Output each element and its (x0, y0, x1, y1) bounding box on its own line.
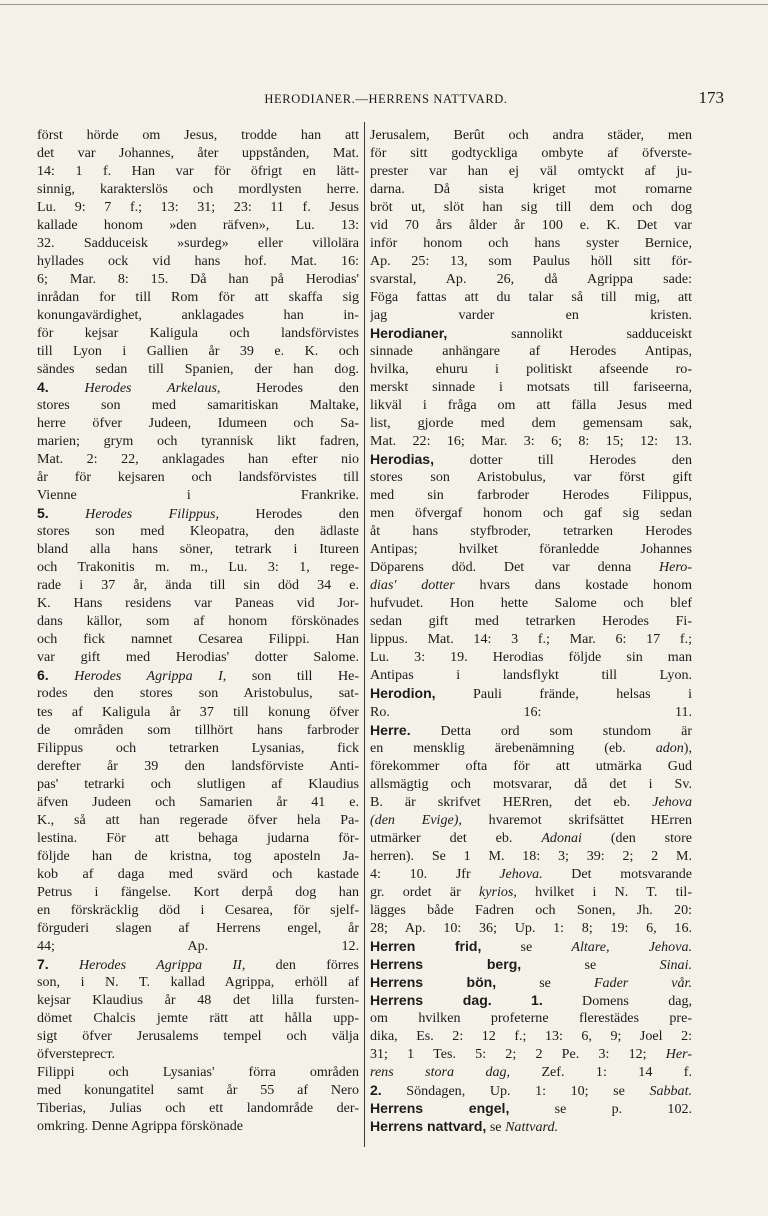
text-line (37, 576, 359, 594)
text-run: med konungatitel samt år 55 af Nero (37, 1081, 359, 1098)
text-line (37, 648, 359, 666)
text-run: svarstal, Ap. 26, då Agrippa sade: (370, 271, 692, 288)
text-line (370, 721, 692, 739)
text-run: Filippi och Lysanias' förra områden (37, 1063, 359, 1080)
text-run: det var Johannes, åter uppstånden, Mat. (37, 145, 359, 162)
text-line (37, 630, 359, 648)
text-run: den förres (245, 956, 359, 973)
text-line (370, 540, 692, 558)
text-line (37, 252, 359, 270)
text-line (370, 1099, 692, 1117)
text-run: sigt öfver Jerusalems tempel och välja (37, 1027, 359, 1044)
entry-headword: Herrens dag. (370, 991, 492, 1008)
entry-headword: Herodion, (370, 685, 436, 702)
text-run: prester var han ej väl omtyckt af ju- (370, 163, 692, 180)
text-line (37, 522, 359, 540)
text-run: son till He- (226, 668, 359, 685)
text-line (370, 378, 692, 396)
text-line (37, 468, 359, 486)
text-run: men öfvergaf honom och gaf sig sedan (370, 505, 692, 522)
italic-text: Herodes Agrippa II, (79, 956, 246, 973)
text-line (370, 883, 692, 901)
text-line (370, 865, 692, 883)
text-line (37, 666, 359, 684)
text-line (370, 703, 692, 721)
text-run: Antipas i landsflykt till Lyon. (370, 667, 692, 684)
text-line (370, 522, 692, 540)
text-line (370, 847, 692, 865)
text-line (37, 829, 359, 847)
text-line (37, 450, 359, 468)
text-run: se (481, 938, 572, 955)
text-run: Ap. 25: 13, som Paulus höll sitt för- (370, 253, 692, 270)
text-run: Domens dag, (542, 992, 692, 1009)
column-divider (364, 122, 365, 1147)
text-run: Döparens död. Det var denna (370, 559, 659, 576)
text-line (370, 684, 692, 702)
text-line (37, 288, 359, 306)
text-line (37, 378, 359, 396)
text-run: 44; Ap. 12. (37, 937, 359, 954)
text-run: se (496, 974, 594, 991)
text-run: 6; Mar. 8: 15. Då han på Herodias' (37, 271, 359, 288)
italic-text: (den Evige), (370, 811, 462, 828)
text-run: hufvudet. Hon hette Salome och blef (370, 595, 692, 612)
text-line (37, 883, 359, 901)
text-run: merskt sinnade i motsats till fariseerna, (370, 379, 692, 396)
text-run: först hörde om Jesus, trodde han att (37, 127, 359, 143)
text-run: dans källor, som af honom förskönades (37, 613, 359, 630)
text-run: Lu. 9: 7 f.; 13: 31; 23: 11 f. Jesus (37, 199, 359, 216)
text-run: hvars dans kostade honom (454, 577, 692, 594)
text-line (37, 486, 359, 504)
text-run: rade i 37 år, ända till sin död 34 e. (37, 577, 359, 594)
text-line (37, 306, 359, 324)
italic-text: Hero- (658, 559, 692, 576)
text-run: stores son med Kleopatra, den ädlaste (37, 523, 359, 540)
text-run: Petrus i fängelse. Kort derpå dog han (37, 883, 359, 900)
text-run: kallade honom »den räfven», Lu. 13: (37, 217, 359, 234)
text-run: Föga fattas att du talar så till mig, att (370, 289, 692, 306)
text-run: B. är skrifvet HERren, det eb. (370, 793, 653, 810)
text-run: bröt ut, slöt han sig till dem och dog (370, 199, 692, 216)
text-line (37, 973, 359, 991)
text-run: Antipas; hvilket föranledde Johannes (370, 541, 692, 558)
text-line (370, 612, 692, 630)
text-run: kejsar Klaudius år 48 det lilla fursten- (37, 991, 359, 1008)
text-run: likväl i fråga om att fälla Jesus med (370, 397, 692, 414)
text-run: Vienne i Frankrike. (37, 487, 359, 504)
text-line (370, 432, 692, 450)
text-run: ), (683, 739, 692, 756)
text-line (370, 396, 692, 414)
text-run: Pauli frände, helsas i (435, 686, 692, 703)
text-run: Herodes den (219, 506, 359, 523)
italic-text: Her- (665, 1045, 692, 1062)
text-line (37, 721, 359, 739)
entry-headword: 1. (531, 991, 543, 1008)
text-line (370, 811, 692, 829)
text-line (370, 739, 692, 757)
text-run: år för kejsaren och landsförvistes till (37, 469, 359, 486)
text-line (370, 775, 692, 793)
text-run: sannolikt sadduceiskt (447, 326, 692, 343)
text-line (37, 955, 359, 973)
text-run: för sitt godtyckliga ombyte af öfverste- (370, 145, 692, 162)
italic-text: kyrios, (479, 883, 517, 900)
text-line (370, 829, 692, 847)
text-run: (den store (581, 829, 692, 846)
text-run: tes af Kaligula år 37 till konung öfver (37, 703, 359, 720)
text-line (370, 324, 692, 342)
text-run: marien; grym och tyrannisk likt fadren, (37, 433, 359, 450)
text-run: Zef. 1: 14 f. (510, 1063, 692, 1080)
entry-headword: Herrens nattvard, (370, 1117, 487, 1134)
text-line (370, 468, 692, 486)
text-line (370, 342, 692, 360)
entry-headword: Herrens berg, (370, 955, 522, 972)
text-run: inrådan for till Rom för att skaffa sig (37, 289, 359, 306)
text-run: om hvilken profeterne flerestädes pre- (370, 1009, 692, 1026)
text-line (370, 198, 692, 216)
text-run: bland alla hans söner, tetrark i Itureen (37, 541, 359, 558)
text-line (37, 901, 359, 919)
entry-headword: Herodias, (370, 451, 435, 468)
text-line (37, 558, 359, 576)
text-run: 28; Ap. 10: 36; Up. 1: 8; 19: 6, 16. (370, 919, 692, 936)
text-run: vid 70 års ålder år 100 e. K. Det var (370, 217, 692, 234)
text-run: sedan gift med tetrarken Herodes Fi- (370, 613, 692, 630)
text-run: lägges både Fadren och Sonen, Jh. 20: (370, 901, 692, 918)
text-run: äfven Judeen och Samarien år 41 e. (37, 793, 359, 810)
text-line (37, 865, 359, 883)
text-run: K. Hans residens var Paneas vid Jor- (37, 595, 359, 612)
text-run: dotter till Herodes den (434, 452, 692, 469)
text-run: utmärker det eb. (370, 829, 542, 846)
text-run: hyllades ock vid hans hof. Mat. 16: (37, 253, 359, 270)
text-line (37, 991, 359, 1009)
text-line (370, 1009, 692, 1027)
italic-text: Herodes Filippus, (85, 506, 220, 523)
text-line (37, 1045, 359, 1063)
entry-headword: 7. (37, 955, 49, 972)
text-line (370, 937, 692, 955)
text-run: jag varder en kristen. (370, 307, 692, 324)
text-line (37, 360, 359, 378)
right-column (370, 126, 692, 1135)
left-column (37, 126, 359, 1135)
text-line (370, 486, 692, 504)
text-line (370, 1063, 692, 1081)
text-run: Söndagen, Up. 1: 10; se (381, 1082, 650, 1099)
text-line (370, 216, 692, 234)
text-line (37, 540, 359, 558)
text-line (37, 612, 359, 630)
text-run: Detta ord som stundom är (410, 722, 692, 739)
text-run: hvilket i N. T. til- (516, 883, 692, 900)
text-run: K., så att han regerade öfver hela Pa- (37, 811, 359, 828)
text-line (370, 973, 692, 991)
entry-headword: Herrens bön, (370, 973, 497, 990)
text-run: sinnig, karakterslös och mordlysten herre. (37, 181, 359, 198)
text-run: kob af daga med svärd och kastade (37, 865, 359, 882)
text-run: Tiberias, Julias och ett landområde der- (37, 1099, 359, 1116)
text-run: en mensklig ärebenämning (eb. (370, 739, 656, 756)
text-run: Jerusalem, Berût och andra städer, men (370, 127, 692, 143)
text-run: 14: 1 f. Han var för öfrigt en lätt- (37, 163, 359, 180)
text-run: för kejsar Kaligula och landsförvistes (37, 325, 359, 342)
text-line (37, 775, 359, 793)
italic-text: Adonai (541, 829, 582, 846)
text-line (370, 1027, 692, 1045)
text-run: rodes den stores son Aristobulus, sat- (37, 685, 359, 702)
text-run (49, 957, 79, 973)
text-line (370, 919, 692, 937)
text-run: inför honom och hans syster Bernice, (370, 235, 692, 252)
entry-headword: 6. (37, 667, 49, 684)
italic-text: Nattvard. (505, 1118, 558, 1135)
running-title: HERODIANER.—HERRENS NATTVARD. (264, 92, 508, 106)
italic-text: dias' dotter (370, 577, 455, 594)
italic-text: Herodes Agrippa I, (74, 668, 227, 685)
text-line (370, 630, 692, 648)
text-line (370, 558, 692, 576)
text-line (37, 432, 359, 450)
text-line (37, 1027, 359, 1045)
entry-headword: Herre. (370, 721, 411, 738)
text-line (37, 1081, 359, 1099)
text-line (370, 306, 692, 324)
text-run: lippus. Mat. 14: 3 f.; Mar. 6: 17 f.; (370, 631, 692, 648)
italic-text: Jehova (652, 793, 692, 810)
text-run: se p. 102. (509, 1100, 692, 1117)
text-run: var gift med Herodias' dotter Salome. (37, 649, 359, 666)
text-run: omkring. Denne Agrippa förskönade (37, 1117, 243, 1134)
entry-headword: Herodianer, (370, 325, 448, 342)
text-line (370, 414, 692, 432)
text-run: se (486, 1118, 506, 1135)
text-run (492, 993, 531, 1009)
text-run: sinnade anhängare af Herodes Antipas, (370, 343, 692, 360)
text-line (370, 576, 692, 594)
italic-text: rens stora dag, (370, 1063, 511, 1080)
text-line (37, 180, 359, 198)
text-run: följde han de kristna, tog aposteln Ja- (37, 847, 359, 864)
text-line (37, 396, 359, 414)
text-run: darna. Då sista kriget mot romarne (370, 181, 692, 198)
text-line (370, 144, 692, 162)
text-line (370, 955, 692, 973)
text-line (37, 126, 359, 144)
text-run: åt hans styfbroder, tetrarken Herodes (370, 523, 692, 540)
text-run: med sin farbroder Herodes Filippus, (370, 487, 692, 504)
text-run: 31; 1 Tes. 5: 2; 2 Pe. 3: 12; (370, 1045, 666, 1062)
text-line (370, 360, 692, 378)
page-number: 173 (698, 88, 724, 107)
text-run: lestina. För att behaga judarna för- (37, 829, 359, 846)
entry-headword: Herrens engel, (370, 1099, 510, 1116)
text-line (370, 757, 692, 775)
text-run: konungavärdighet, anklagades han in- (37, 307, 359, 324)
text-line (370, 504, 692, 522)
text-line (370, 594, 692, 612)
text-run: stores son Aristobulus, var först gift (370, 469, 692, 486)
italic-text: Sabbat. (649, 1082, 692, 1099)
text-line (37, 1009, 359, 1027)
text-line (37, 342, 359, 360)
italic-text: adon (655, 739, 684, 756)
text-line (370, 1117, 692, 1135)
text-line (370, 252, 692, 270)
text-line (37, 198, 359, 216)
text-line (37, 919, 359, 937)
text-run (49, 668, 75, 684)
text-line (370, 901, 692, 919)
text-line (37, 937, 359, 955)
text-run: herren). Se 1 M. 18: 3; 39: 2; 2 M. (370, 847, 692, 864)
text-run: pas' tetrarki och slutligen af Klaudius (37, 775, 359, 792)
text-run: gr. ordet är (370, 883, 480, 900)
text-run: och Trakonitis m. m., Lu. 3: 1, rege- (37, 559, 359, 576)
text-run: dika, Es. 2: 12 f.; 13: 6, 9; Joel 2: (370, 1027, 692, 1044)
entry-headword: 5. (37, 505, 49, 522)
text-line (37, 703, 359, 721)
text-line (37, 793, 359, 811)
page-header (36, 88, 736, 112)
text-line (37, 757, 359, 775)
text-line (370, 793, 692, 811)
text-run: förekommer ofta för att utmärka Gud (370, 757, 692, 774)
entry-headword: 4. (37, 379, 49, 396)
text-run: herre öfver Judeen, Idumeen och Sa- (37, 415, 359, 432)
text-run: allsmägtig och motsvarar, då det i Sv. (370, 775, 692, 792)
text-line (37, 270, 359, 288)
text-run: till Lyon i Gallien år 39 e. K. och (37, 343, 359, 360)
text-run: Mat. 22: 16; Mar. 3: 6; 8: 15; 12: 13. (370, 433, 692, 450)
text-run: hvaremot skrifsättet HErren (461, 811, 692, 828)
text-line (37, 811, 359, 829)
text-run: 4: 10. Jfr (370, 865, 500, 882)
text-run: sändes sedan till Spanien, der han dog. (37, 361, 359, 378)
text-run: de områden som tillhört hans farbroder (37, 721, 359, 738)
text-run: hvilka, ehuru i politiskt afseende ro- (370, 361, 692, 378)
text-run: Filippus och tetrarken Lysanias, fick (37, 739, 359, 756)
text-line (37, 504, 359, 522)
text-run: dömet Chalcis jemte rätt att hålla upp- (37, 1009, 359, 1026)
text-run: stores son med samaritiskan Maltake, (37, 397, 359, 414)
text-line (37, 234, 359, 252)
text-run: son, i N. T. kallad Agrippa, erhöll af (37, 973, 359, 990)
text-run: en förskräcklig död i Cesarea, för sjelf- (37, 901, 359, 918)
text-line (370, 991, 692, 1009)
text-run: Herodes den (220, 380, 359, 397)
text-run: och fick namnet Cesarea Filippi. Han (37, 631, 359, 648)
text-run: öfverstepreст. (37, 1045, 116, 1062)
text-run: 32. Sadduceisk »surdeg» eller villolära (37, 235, 359, 252)
scan-edge-line (0, 4, 768, 5)
text-line (37, 144, 359, 162)
italic-text: Herodes Arkelaus, (84, 380, 221, 397)
text-line (37, 1063, 359, 1081)
text-line (370, 162, 692, 180)
italic-text: Sinai. (659, 956, 692, 973)
italic-text: Jehova. (499, 865, 543, 882)
text-run: list, gjorde med dem gemensam sak, (370, 415, 692, 432)
text-run: se (521, 956, 660, 973)
text-line (37, 594, 359, 612)
text-line (37, 414, 359, 432)
text-run: förguderi slagen af Herrens engel, år (37, 919, 359, 936)
text-line (370, 450, 692, 468)
text-line (370, 648, 692, 666)
text-line (37, 324, 359, 342)
italic-text: Altare, Jehova. (571, 938, 692, 955)
text-run (49, 380, 85, 396)
text-line (370, 180, 692, 198)
entry-headword: Herren frid, (370, 937, 482, 954)
text-line (370, 666, 692, 684)
text-line (37, 216, 359, 234)
entry-headword: 2. (370, 1081, 382, 1098)
text-line (37, 1117, 359, 1135)
text-line (37, 847, 359, 865)
italic-text: Fader vår. (593, 974, 692, 991)
text-line (370, 126, 692, 144)
text-line (370, 1081, 692, 1099)
text-line (37, 684, 359, 702)
text-run: Ro. 16: 11. (370, 703, 692, 720)
text-run (49, 506, 85, 522)
text-line (37, 739, 359, 757)
text-line (370, 270, 692, 288)
text-run: Lu. 3: 19. Herodias följde sin man (370, 649, 692, 666)
text-line (370, 288, 692, 306)
text-line (370, 1045, 692, 1063)
text-line (37, 162, 359, 180)
text-line (370, 234, 692, 252)
text-run: Mat. 2: 22, anklagades han efter nio (37, 451, 359, 468)
text-run: derefter år 39 den landsförviste Anti- (37, 757, 359, 774)
text-line (37, 1099, 359, 1117)
text-run: Det motsvarande (542, 865, 692, 882)
